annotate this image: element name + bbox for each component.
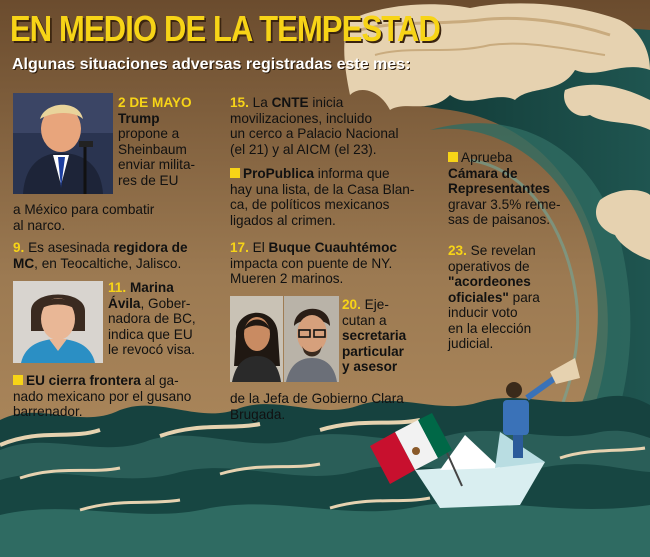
event-may-15 — [230, 95, 399, 157]
event-border-text: barrenador. — [13, 404, 83, 419]
event-remesas — [448, 150, 561, 228]
event-may-17-text: El — [248, 240, 269, 255]
event-may-17-bold: Buque Cuauhtémoc — [268, 240, 397, 255]
event-may-20-bold: particular — [342, 343, 404, 359]
event-propublica-text: hay una lista, de la Casa Blan- — [230, 181, 415, 197]
event-may-15-text: movilizaciones, incluido — [230, 110, 373, 126]
event-may-23-text: para — [508, 289, 540, 305]
event-may-15-text: inicia — [308, 95, 344, 110]
event-may-2-line: res de EU — [118, 172, 179, 188]
page-title: EN MEDIO DE LA TEMPESTAD — [10, 8, 441, 49]
secretaria-photo — [230, 296, 283, 382]
event-may-2-line: Sheinbaum — [118, 141, 187, 157]
event-may-2-line: enviar milita- — [118, 157, 196, 172]
event-may-15-text: La — [248, 95, 272, 110]
event-may-20-text: Brugada. — [230, 406, 286, 422]
event-may-20-num: 20. — [342, 297, 361, 312]
event-may-9-bold: regidora de — [113, 240, 188, 255]
event-may-17 — [230, 240, 397, 287]
event-remesas-bold: Cámara de — [448, 165, 518, 181]
event-propublica-text: ca, de políticos mexicanos — [230, 197, 390, 212]
event-may-23-text: inducir voto — [448, 305, 518, 320]
event-may-15-num: 15. — [230, 95, 249, 110]
event-may-20-text: cutan a — [342, 312, 387, 328]
event-may-9-text: , en Teocaltiche, Jalisco. — [34, 255, 182, 271]
event-may-20-bold: secretaria — [342, 328, 407, 343]
event-may-9 — [13, 240, 188, 271]
event-may-20-text: Eje- — [360, 297, 389, 312]
event-may-11 — [108, 280, 196, 358]
event-propublica-bold: ProPublica — [243, 166, 315, 181]
event-may-2-line: al narco. — [13, 217, 66, 233]
event-may-20-cont — [230, 391, 404, 422]
event-remesas-bold: Representantes — [448, 181, 550, 196]
event-may-17-text: impacta con puente de NY. — [230, 255, 393, 271]
asesor-photo — [284, 296, 339, 382]
event-remesas-text: gravar 3.5% reme- — [448, 196, 561, 212]
event-may-2-who: Trump — [118, 110, 160, 126]
event-may-17-text: Mueren 2 marinos. — [230, 271, 344, 286]
page-subtitle: Algunas situaciones adversas registradas este mes: — [12, 56, 411, 73]
event-propublica — [230, 166, 414, 228]
event-may-20-text: de la Jefa de Gobierno Clara — [230, 391, 404, 406]
event-propublica-text: ligados al crimen. — [230, 212, 336, 228]
event-may-9-num: 9. — [13, 240, 25, 255]
event-may-20 — [342, 297, 406, 375]
event-may-9-bold: MC — [13, 255, 35, 271]
event-may-17-num: 17. — [230, 240, 249, 255]
event-may-23-text: en la elección — [448, 320, 532, 336]
event-remesas-text: Aprueba — [461, 150, 513, 165]
event-may-15-text: (el 21) y al AICM (el 23). — [230, 141, 377, 157]
event-may-2-date: 2 DE MAYO — [118, 95, 192, 110]
event-may-2-line: propone a — [118, 126, 180, 141]
event-may-11-name: Ávila — [108, 295, 141, 311]
event-may-11-text: , Gober- — [140, 295, 191, 311]
event-may-11-text: indica que EU — [108, 326, 193, 342]
event-may-23-bold: "acordeones — [448, 274, 531, 289]
event-border-text: al ga- — [140, 373, 179, 388]
event-propublica-text: informa que — [314, 166, 390, 181]
event-may-23-bold: oficiales" — [448, 289, 509, 305]
event-border-text: nado mexicano por el gusano — [13, 388, 192, 404]
event-may-9-text: Es asesinada — [24, 240, 114, 255]
event-may-2-line: a México para combatir — [13, 202, 155, 217]
marina-avila-photo — [13, 281, 103, 363]
event-may-11-num: 11. — [108, 280, 127, 295]
bullet-square-icon — [13, 375, 23, 385]
event-may-23-text: judicial. — [448, 336, 494, 351]
event-may-2 — [118, 95, 195, 188]
trump-photo — [13, 93, 113, 194]
bullet-square-icon — [230, 168, 240, 178]
bullet-square-icon — [448, 152, 458, 162]
event-may-15-bold: CNTE — [271, 95, 309, 110]
event-border-bold: EU cierra frontera — [26, 373, 141, 388]
event-may-23 — [448, 243, 540, 352]
event-may-23-text: Se revelan — [466, 243, 536, 258]
event-may-15-text: un cerco a Palacio Nacional — [230, 126, 399, 141]
event-may-11-text: le revocó visa. — [108, 342, 195, 357]
event-may-20-bold: y asesor — [342, 359, 398, 374]
event-border — [13, 373, 191, 420]
event-remesas-text: sas de paisanos. — [448, 212, 551, 227]
event-may-2-cont — [13, 202, 154, 233]
event-may-11-name: Marina — [129, 280, 174, 295]
event-may-11-text: nadora de BC, — [108, 311, 196, 326]
event-may-23-num: 23. — [448, 243, 467, 258]
event-may-23-text: operativos de — [448, 258, 530, 274]
